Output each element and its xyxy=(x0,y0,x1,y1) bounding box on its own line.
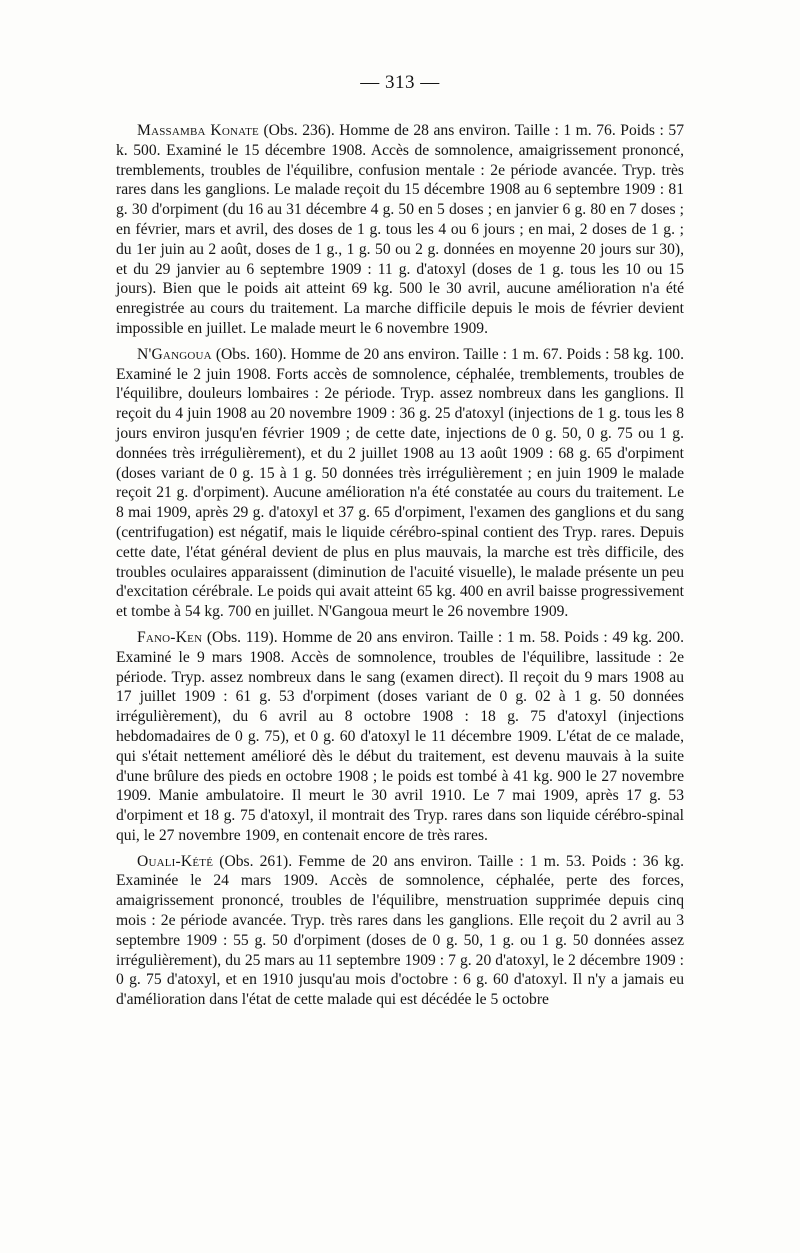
body-text xyxy=(116,121,684,1010)
observation-text: (Obs. 236). Homme de 28 ans environ. Taille : 1 m. 76. Poids : 57 k. 500. Examiné le 15 décembre 1908. Accès de somnolence, amaigrissement prononcé, tremblements, troubles de l'équilibre, confusion mentale : 2e période avancée. Tryp. très rares dans les ganglions. Le malade reçoit du 15 décembre 1908 au 6 septembre 1909 : 81 g. 30 d'orpiment (du 16 au 31 décembre 4 g. 50 en 5 doses ; en janvier 6 g. 80 en 7 doses ; en février, mars et avril, des doses de 1 g. tous les 4 ou 6 jours ; en mai, 2 doses de 1 g. ; du 1er juin au 2 août, doses de 1 g., 1 g. 50 ou 2 g. données en moyenne 20 jours sur 30), et du 29 janvier au 6 septembre 1909 : 11 g. d'atoxyl (doses de 1 g. tous les 10 ou 15 jours). Bien que le poids ait atteint 69 kg. 500 le 30 avril, aucune amélioration n'a été enregistrée au cours du traitement. La marche difficile depuis le mois de février devient impossible en juillet. Le malade meurt le 6 novembre 1909. xyxy=(116,122,684,337)
observation-text: (Obs. 119). Homme de 20 ans environ. Taille : 1 m. 58. Poids : 49 kg. 200. Examiné le 9 mars 1908. Accès de somnolence, troubles de l'équilibre, lassitude : 2e période. Tryp. assez nombreux dans le sang (examen direct). Il reçoit du 9 mars 1908 au 17 juillet 1909 : 61 g. 53 d'orpiment (doses variant de 0 g. 02 à 1 g. 50 données irrégulièrement), du 6 avril au 8 octobre 1908 : 18 g. 75 d'atoxyl (injections hebdomadaires de 0 g. 75), et 0 g. 60 d'atoxyl le 11 décembre 1909. L'état de ce malade, qui s'était nettement amélioré dès le début du traitement, est devenu mauvais à la suite d'une brûlure des pieds en octobre 1908 ; le poids est tombé à 41 kg. 900 le 27 novembre 1909. Manie ambulatoire. Il meurt le 30 avril 1910. Le 7 mai 1909, après 17 g. 53 d'orpiment et 18 g. 75 d'atoxyl, il montrait des Tryp. rares dans son liquide cérébro-spinal qui, le 27 novembre 1909, en contenait encore de très rares. xyxy=(116,628,684,844)
observation-paragraph xyxy=(116,345,684,622)
observation-paragraph xyxy=(116,121,684,339)
observation-text: (Obs. 160). Homme de 20 ans environ. Taille : 1 m. 67. Poids : 58 kg. 100. Examiné le 2 juin 1908. Forts accès de somnolence, céphalée, tremblements, troubles de l'équilibre, douleurs lombaires : 2e période. Tryp. assez nombreux dans les ganglions. Il reçoit du 4 juin 1908 au 20 novembre 1909 : 36 g. 25 d'atoxyl (injections de 1 g. tous les 8 jours environ jusqu'en février 1909 ; de cette date, injections de 0 g. 50, 0 g. 75 ou 1 g. données très irrégulièrement), et du 2 juillet 1908 au 13 août 1909 : 68 g. 65 d'orpiment (doses variant de 0 g. 15 à 1 g. 50 données très irrégulièrement ; en juin 1909 le malade reçoit 21 g. d'orpiment). Aucune amélioration n'a été constatée au cours du traitement. Le 8 mai 1909, après 29 g. d'atoxyl et 37 g. 65 d'orpiment, l'examen des ganglions et du sang (centrifugation) est négatif, mais le liquide cérébro-spinal contient des Tryp. rares. Depuis cette date, l'état général devient de plus en plus mauvais, la marche est très difficile, des troubles oculaires apparaissent (diminution de l'acuité visuelle), le malade présente un peu d'excitation cérébrale. Le poids qui avait atteint 65 kg. 400 en avril baisse progressivement et tombe à 54 kg. 700 en juillet. N'Gangoua meurt le 26 novembre 1909. xyxy=(116,345,684,621)
patient-name: Ouali-Kété xyxy=(137,852,214,870)
patient-name: Massamba Konate xyxy=(137,122,259,139)
page-number: — 313 — xyxy=(360,72,440,93)
patient-name: N'Gangoua xyxy=(137,345,212,363)
patient-name: Fano-Ken xyxy=(137,628,203,646)
observation-paragraph xyxy=(116,852,684,1010)
observation-text: (Obs. 261). Femme de 20 ans environ. Taille : 1 m. 53. Poids : 36 kg. Examinée le 24 mars 1909. Accès de somnolence, céphalée, perte des forces, amaigrissement prononcé, troubles de l'équilibre, menstruation supprimée depuis cinq mois : 2e période avancée. Tryp. très rares dans les ganglions. Elle reçoit du 2 avril au 3 septembre 1909 : 55 g. 50 d'orpiment (doses de 0 g. 50, 1 g. ou 1 g. 50 données assez irrégulièrement), du 25 mars au 11 septembre 1909 : 7 g. 20 d'atoxyl, le 2 décembre 1909 : 0 g. 75 d'atoxyl, et en 1910 jusqu'au mois d'octobre : 6 g. 60 d'atoxyl. Il n'y a jamais eu d'amélioration dans l'état de cette malade qui est décédée le 5 octobre xyxy=(116,852,684,1009)
observation-paragraph xyxy=(116,628,684,846)
